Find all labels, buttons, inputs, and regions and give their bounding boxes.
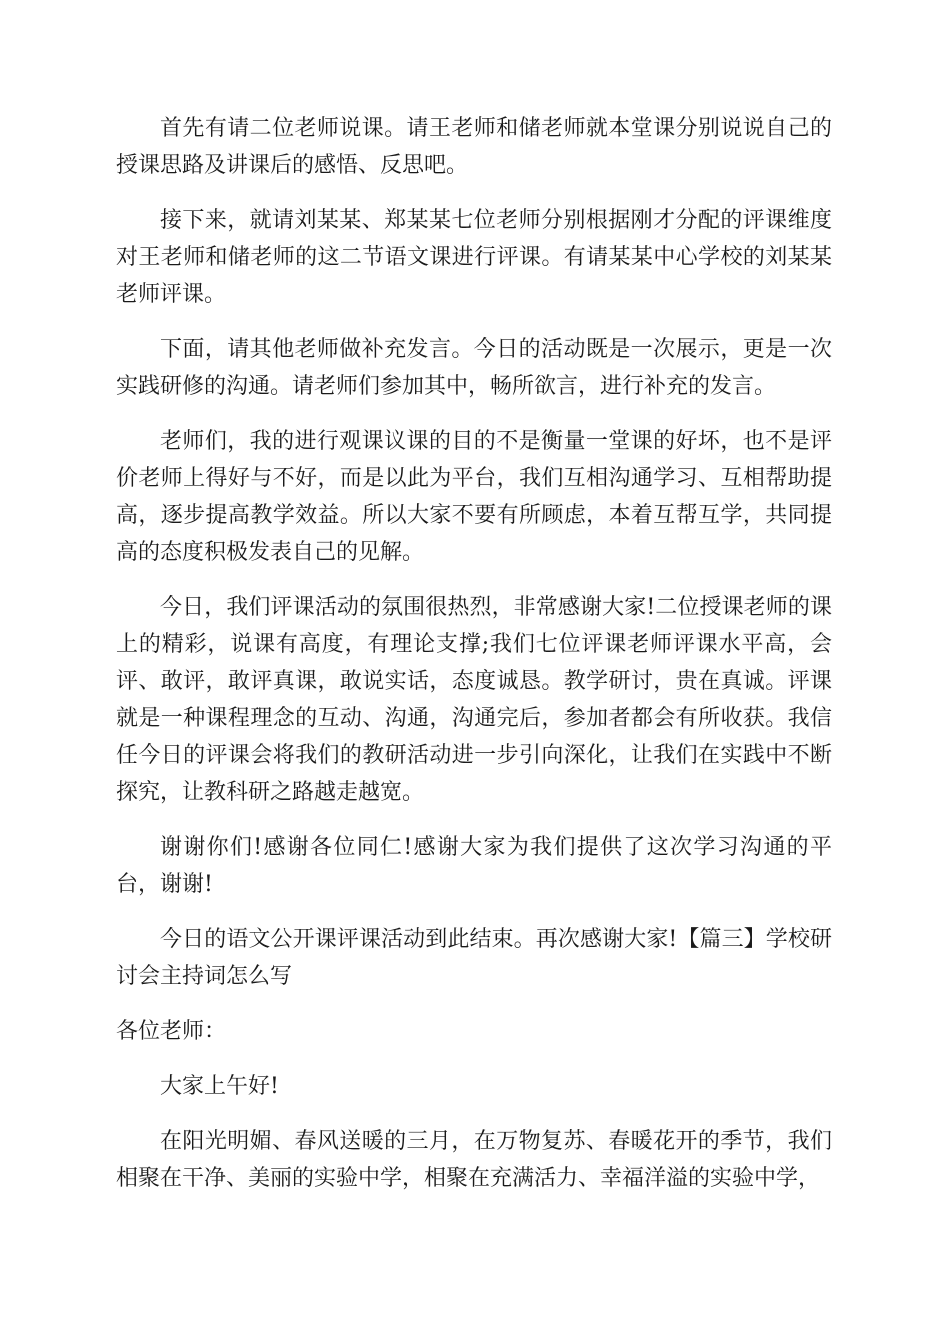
paragraph: 在阳光明媚、春风送暖的三月，在万物复苏、春暖花开的季节，我们相聚在干净、美丽的实验中学，相聚在充满活力、幸福洋溢的实验中学， (116, 1129, 832, 1191)
paragraph: 首先有请二位老师说课。请王老师和储老师就本堂课分别说说自己的授课思路及讲课后的感悟、反思吧。 (116, 116, 832, 178)
salutation: 各位老师： (116, 1019, 227, 1044)
paragraph: 今日的语文公开课评课活动到此结束。再次感谢大家!【篇三】学校研讨会主持词怎么写 (116, 927, 832, 989)
greeting: 大家上午好! (160, 1074, 279, 1099)
paragraph: 谢谢你们!感谢各位同仁!感谢大家为我们提供了这次学习沟通的平台，谢谢! (116, 835, 832, 897)
paragraph: 下面，请其他老师做补充发言。今日的活动既是一次展示，更是一次实践研修的沟通。请老师们参加其中，畅所欲言，进行补充的发言。 (116, 337, 832, 399)
paragraph: 接下来，就请刘某某、郑某某七位老师分别根据刚才分配的评课维度对王老师和储老师的这二节语文课进行评课。有请某某中心学校的刘某某老师评课。 (116, 208, 832, 307)
paragraph: 今日，我们评课活动的氛围很热烈，非常感谢大家!二位授课老师的课上的精彩，说课有高度，有理论支撑;我们七位评课老师评课水平高，会评、敢评，敢评真课，敢说实话，态度诚恳。教学研讨，贵在真诚。评课就是一种课程理念的互动、沟通，沟通完后，参加者都会有所收获。我信任今日的评课会将我们的教研活动进一步引向深化，让我们在实践中不断探究，让教科研之路越走越宽。 (116, 595, 832, 805)
paragraph: 老师们，我的进行观课议课的目的不是衡量一堂课的好坏，也不是评价老师上得好与不好，而是以此为平台，我们互相沟通学习、互相帮助提高，逐步提高教学效益。所以大家不要有所顾虑，本着互帮互学，共同提高的态度积极发表自己的见解。 (116, 429, 832, 565)
